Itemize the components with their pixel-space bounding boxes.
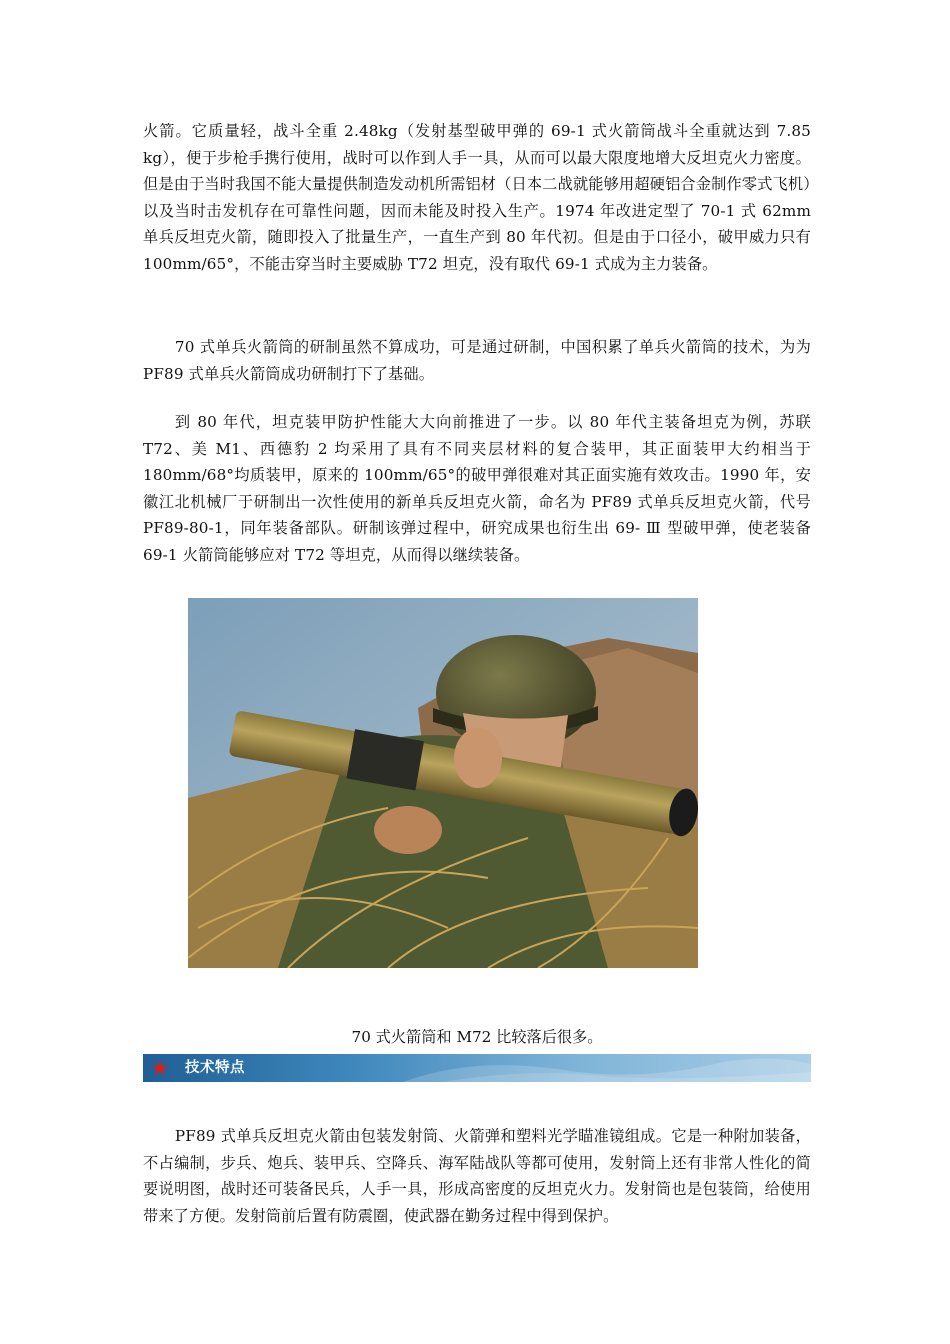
section-title: 技术特点 <box>185 1060 245 1076</box>
paragraph-intro: 火箭。它质量轻，战斗全重 2.48kg（发射基型破甲弹的 69-1 式火箭筒战斗全重就达到 7.85 kg），便于步枪手携行使用，战时可以作到人手一具，从而可以最大限度地增大反坦克火力密度。但是由于当时我国不能大量提供制造发动机所需铝材（日本二战就能够用超硬铝合金制作零式飞机）以及当时击发机存在可靠性问题，因而未能及时投入生产。1974 年改进定型了 70-1 式 62mm 单兵反坦克火箭，随即投入了批量生产，一直生产到 80 年代初。但是由于口径小，破甲威力只有 100mm/65°，不能击穿当时主要威胁 T72 坦克，没有取代 69-1 式成为主力装备。 <box>143 122 811 273</box>
paragraph-development: 70 式单兵火箭筒的研制虽然不算成功，可是通过研制，中国积累了单兵火箭筒的技术，为为 PF89 式单兵火箭筒成功研制打下了基础。 <box>143 338 811 383</box>
section-header-bar <box>143 1054 811 1082</box>
soldier-rocket-launcher-photo <box>188 598 698 968</box>
paragraph-technical-features: PF89 式单兵反坦克火箭由包装发射筒、火箭弹和塑料光学瞄准镜组成。它是一种附加装备，不占编制，步兵、炮兵、装甲兵、空降兵、海军陆战队等都可使用，发射筒上还有非常人性化的简要说明图，战时还可装备民兵，人手一具，形成高密度的反坦克火力。发射筒也是包装筒，给使用带来了方便。发射筒前后置有防震圈，使武器在勤务过程中得到保护。 <box>143 1127 811 1225</box>
star-icon <box>151 1059 169 1077</box>
figure-caption: 70 式火箭筒和 M72 比较落后很多。 <box>351 1028 603 1046</box>
paragraph-pf89-history: 到 80 年代，坦克装甲防护性能大大向前推进了一步。以 80 年代主装备坦克为例，苏联 T72、美 M1、西德豹 2 均采用了具有不同夹层材料的复合装甲，其正面装甲大约相当于 180mm/68°均质装甲，原来的 100mm/65°的破甲弹很难对其正面实施有效攻击。1990 年，安徽江北机械厂于研制出一次性使用的新单兵反坦克火箭，命名为 PF89 式单兵反坦克火箭，代号 PF89-80-1，同年装备部队。研制该弹过程中，研究成果也衍生出 69- Ⅲ 型破甲弹，使老装备 69-1 火箭筒能够应对 T72 等坦克，从而得以继续装备。 <box>143 413 811 564</box>
